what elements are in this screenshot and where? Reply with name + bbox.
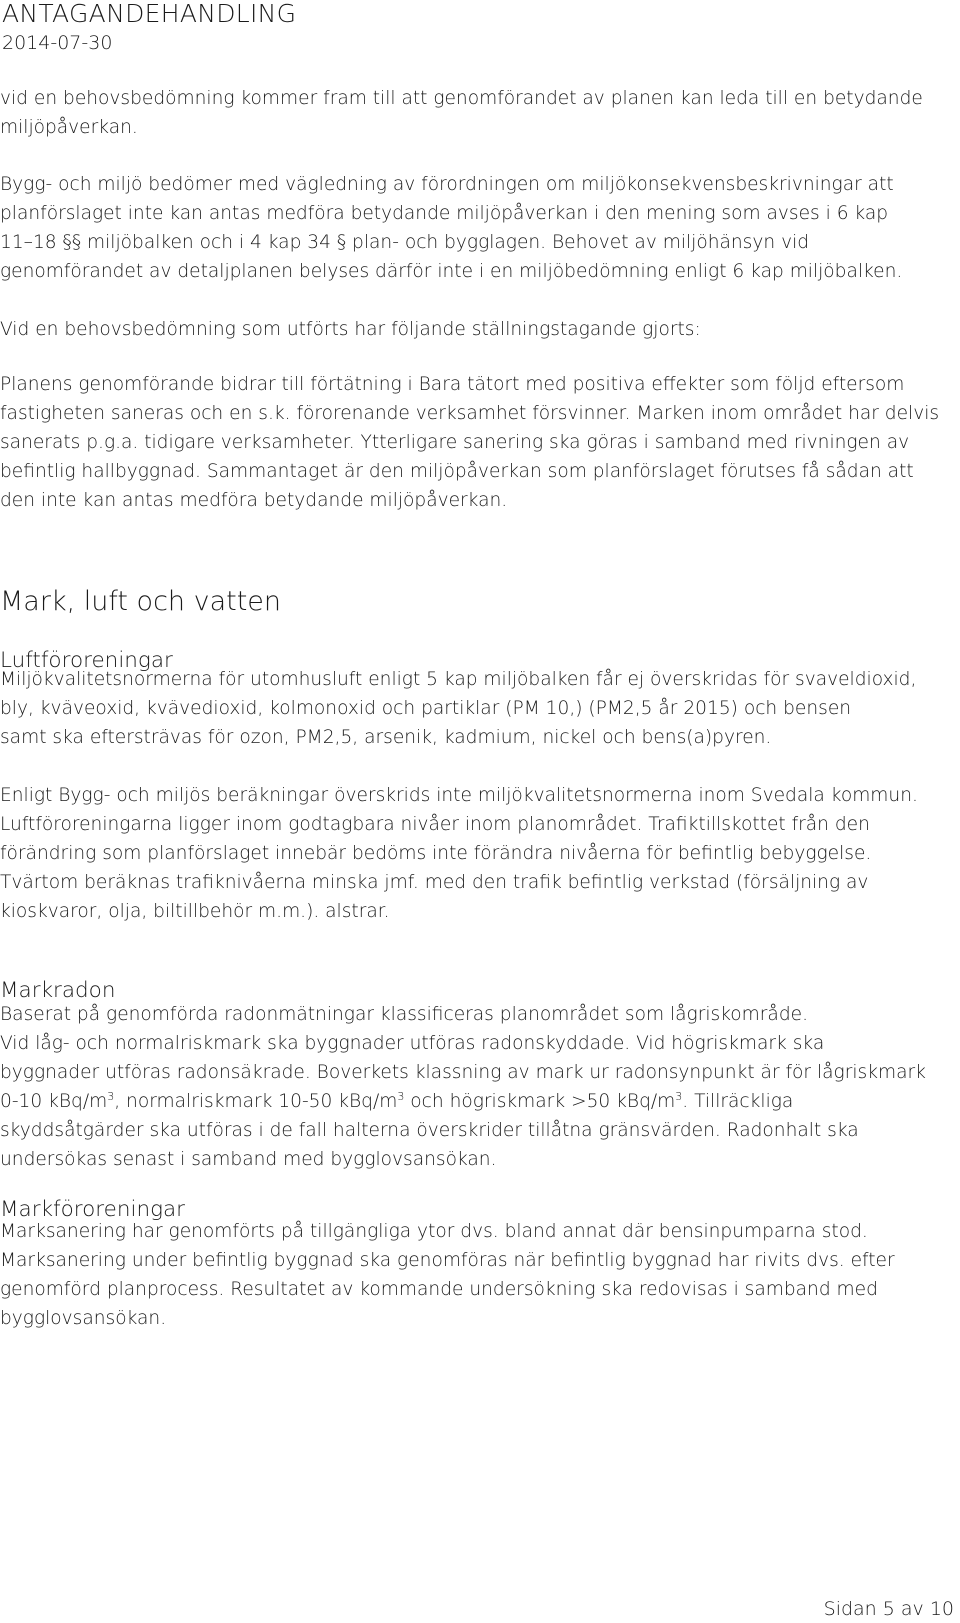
text-line-with-superscripts: 0-10 kBq/$m^3$, normalriskmark 10-50 kBq/$m^3$ och högriskmark >50 kBq/$m^3$. Tillräckliga: [0, 1089, 794, 1112]
text-line: fastigheten saneras och en s.k. förorenande verksamhet försvinner. Marken inom området har delvis: [0, 403, 940, 424]
text-line: Vid låg- och normalriskmark ska byggnader utföras radonskyddade. Vid högriskmark ska: [0, 1033, 825, 1054]
text-line: Luftföroreningarna ligger inom godtagbara nivåer inom planområdet. Trafiktillskottet från den: [0, 814, 870, 835]
page-number: Sidan 5 av 10: [823, 1598, 954, 1620]
radon-paragraph: [0, 1000, 958, 1174]
text-line: sanerats p.g.a. tidigare verksamheter. Ytterligare sanering ska göras i samband med rivningen av: [0, 432, 910, 453]
text-line: vid en behovsbedömning kommer fram till att genomförandet av planen kan leda till en betydande: [0, 88, 923, 109]
text-line: Miljökvalitetsnormerna för utomhusluft enligt 5 kap miljöbalken får ej överskridas för svaveldioxid,: [0, 669, 917, 690]
document-status-title: ANTAGANDEHANDLING: [2, 0, 297, 28]
text-line: samt ska eftersträvas för ozon, PM2,5, arsenik, kadmium, nickel och bens(a)pyren.: [0, 727, 772, 748]
subsection-heading-luft: Luftföroreningar: [0, 648, 173, 673]
text-line: Marksanering under befintlig byggnad ska genomföras när befintlig byggnad har rivits dvs. efter: [0, 1250, 895, 1271]
section-heading: Mark, luft och vatten: [0, 586, 282, 617]
mark-paragraph: [0, 1217, 958, 1333]
text-line: Tvärtom beräknas trafiknivåerna minska jmf. med den trafik befintlig verkstad (försäljning av: [0, 872, 869, 893]
text-line: genomförd planprocess. Resultatet av kommande undersökning ska redovisas i samband med: [0, 1279, 878, 1300]
stance-paragraph: [0, 370, 958, 515]
luft-paragraph-2: [0, 781, 958, 926]
assessment-paragraph: [0, 170, 958, 286]
text-line: Planens genomförande bidrar till förtätning i Bara tätort med positiva effekter som följd eftersom: [0, 374, 905, 395]
text-line: bygglovsansökan.: [0, 1308, 167, 1329]
text-line: bly, kväveoxid, kvävedioxid, kolmonoxid och partiklar (PM 10,) (PM2,5 år 2015) och bensen: [0, 698, 852, 719]
text-line: befintlig hallbyggnad. Sammantaget är den miljöpåverkan som planförslaget förutses få sådan att: [0, 461, 914, 482]
text-line: förändring som planförslaget innebär bedöms inte förändra nivåerna för befintlig bebyggelse.: [0, 843, 872, 864]
text-line: undersökas senast i samband med bygglovsansökan.: [0, 1149, 497, 1170]
text-line: byggnader utföras radonsäkrade. Boverkets klassning av mark ur radonsynpunkt är för lågriskmark: [0, 1062, 926, 1083]
text-line: kioskvaror, olja, biltillbehör m.m.). alstrar.: [0, 901, 390, 922]
text-line: Baserat på genomförda radonmätningar klassificeras planområdet som lågriskområde.: [0, 1004, 808, 1025]
text-line: den inte kan antas medföra betydande miljöpåverkan.: [0, 490, 508, 511]
text-line: Marksanering har genomförts på tillgängliga ytor dvs. bland annat där bensinpumparna stod.: [0, 1221, 868, 1242]
text-line: genomförandet av detaljplanen belyses därför inte i en miljöbedömning enligt 6 kap miljöbalken.: [0, 261, 903, 282]
subsection-heading-markfororeningar: Markföroreningar: [0, 1197, 185, 1222]
text-line: planförslaget inte kan antas medföra betydande miljöpåverkan i den mening som avses i 6 kap: [0, 203, 889, 224]
intro-paragraph: [0, 84, 958, 142]
subsection-heading-radon: Markradon: [0, 978, 116, 1003]
text-line: 11–18 §§ miljöbalken och i 4 kap 34 § plan- och bygglagen. Behovet av miljöhänsyn vid: [0, 232, 810, 253]
luft-paragraph-1: [0, 665, 958, 752]
document-date: 2014-07-30: [2, 32, 113, 54]
text-line: Vid en behovsbedömning som utförts har följande ställningstagande gjorts:: [0, 319, 701, 340]
text-line: miljöpåverkan.: [0, 117, 138, 138]
text-line: skyddsåtgärder ska utföras i de fall halterna överskrider tillåtna gränsvärden. Radonhalt ska: [0, 1120, 859, 1141]
text-line: Enligt Bygg- och miljös beräkningar överskrids inte miljökvalitetsnormerna inom Svedala kommun.: [0, 785, 918, 806]
stance-intro-paragraph: [0, 315, 958, 344]
text-line: Bygg- och miljö bedömer med vägledning av förordningen om miljökonsekvensbeskrivningar att: [0, 174, 894, 195]
